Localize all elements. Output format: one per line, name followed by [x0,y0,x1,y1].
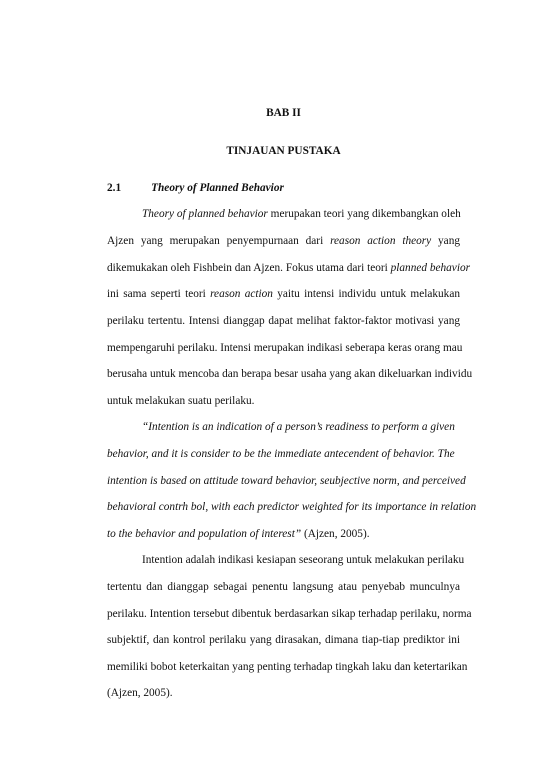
term-planned-behavior: Theory of planned behavior [142,208,268,220]
paragraph-line [107,287,460,301]
paragraph-line: subjektif, dan kontrol perilaku yang dirasakan, dimana tiap-tiap prediktor ini [107,634,460,646]
quote-line [107,500,477,514]
text-span: merupakan teori yang dikembangkan oleh [267,208,461,220]
text-span: intention is based on attitude toward behavior, seubjective norm, and perceived [107,475,466,487]
paragraph-line: (Ajzen, 2005). [107,687,173,699]
paragraph-line [107,261,471,275]
text-span: yang [431,235,460,247]
text-span: yaitu intensi individu untuk melakukan [272,288,460,300]
paragraph-line [142,207,460,221]
text-span: behavioral contrh bol, with each predictor weighted for its importance in relation [107,501,477,513]
text-span: to the behavior and population of interest” [107,528,302,540]
quote-line [107,474,466,488]
paragraph-line: untuk melakukan suatu perilaku. [107,395,255,407]
text-span: Ajzen yang merupakan penyempurnaan dari [107,235,331,247]
paragraph-line: memiliki bobot keterkaitan yang penting terhadap tingkah laku dan ketertarikan [107,661,468,673]
quote-line [107,447,460,461]
paragraph-line: perilaku. Intention tersebut dibentuk berdasarkan sikap terhadap perilaku, norma [107,608,472,620]
paragraph-line: perilaku tertentu. Intensi dianggap dapat melihat faktor-faktor motivasi yang [107,315,460,327]
text-span: ini sama seperti teori [107,288,211,300]
paragraph-line: tertentu dan dianggap sebagai penentu langsung atau penyebab munculnya [107,581,460,593]
paragraph-line: berusaha untuk mencoba dan berapa besar usaha yang akan dikeluarkan individu [107,368,473,380]
chapter-title: TINJAUAN PUSTAKA [226,145,341,157]
quote-line [107,527,460,541]
chapter-number: BAB II [266,107,301,119]
citation: (Ajzen, 2005). [301,528,370,540]
text-span: behavior, and it is consider to be the immediate antecendent of behavior. The [107,448,455,460]
section-heading [107,181,460,195]
section-title: Theory of Planned Behavior [151,182,284,194]
text-span: dikemukakan oleh Fishbein dan Ajzen. Fokus utama dari teori [107,262,391,274]
term-planned-behavior: planned behavior [390,262,471,274]
text-span: “Intention is an indication of a person’s readiness to perform a given [142,421,455,433]
quote-line [142,420,460,434]
term-reason-action: reason action [210,288,273,300]
term-reason-action-theory: reason action theory [330,235,432,247]
paragraph-line: mempengaruhi perilaku. Intensi merupakan indikasi seberapa keras orang mau [107,342,463,354]
section-number: 2.1 [107,182,122,194]
paragraph-line [107,234,460,248]
paragraph-line: Intention adalah indikasi kesiapan seseorang untuk melakukan perilaku [142,554,465,566]
